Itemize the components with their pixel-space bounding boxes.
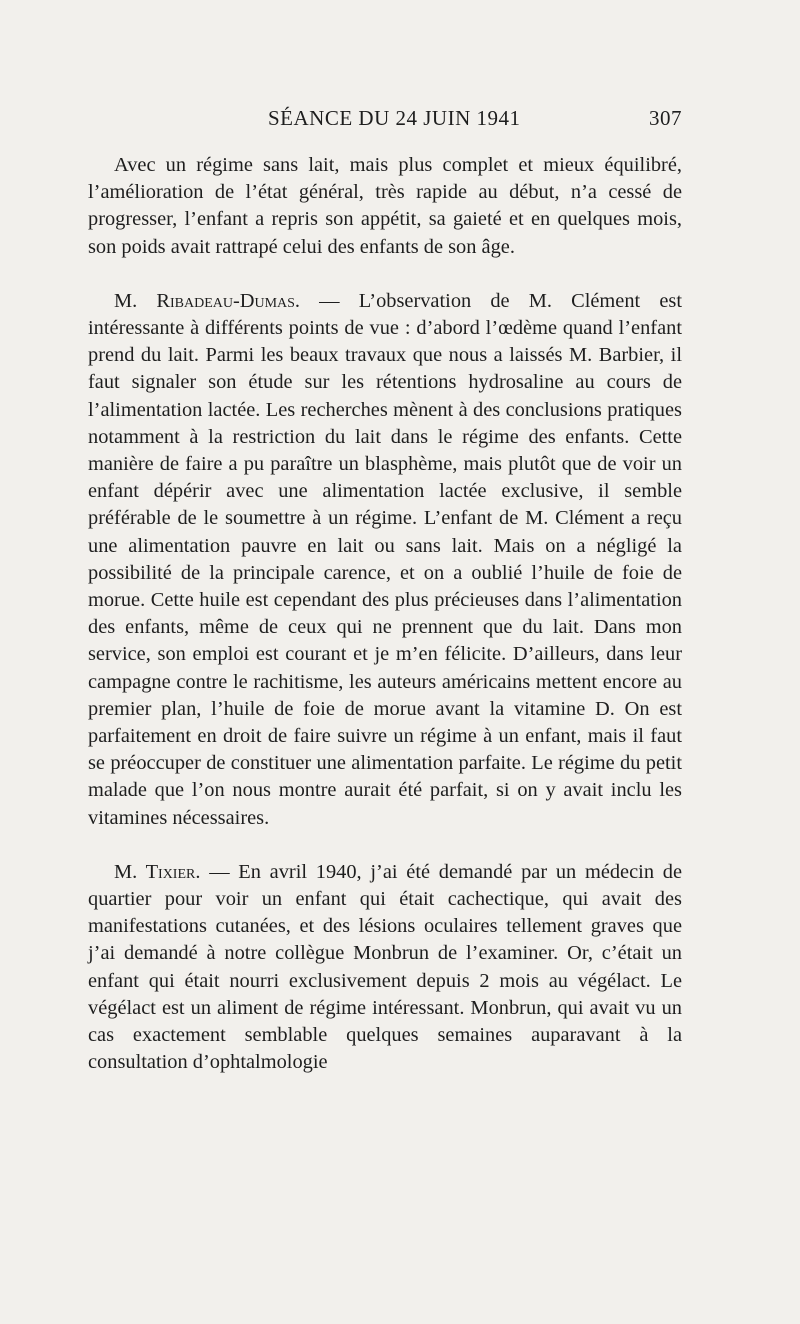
paragraph-text: Avec un régime sans lait, mais plus complet et mieux équilibré, l’amélioration de l’état général, très rapide au début, n’a cessé de progresser, l’enfant a repris son appétit, sa gaieté et en quelques mois, son poids avait rattrapé celui des enfants de son âge.: [88, 154, 682, 258]
page-number: 307: [649, 106, 682, 130]
paragraph-text: — En avril 1940, j’ai été demandé par un médecin de quartier pour voir un enfant qui était cachectique, qui avait des manifestations cutanées, et des lésions oculaires tellement graves que j’ai demandé à notre collègue Monbrun de l’examiner. Or, c’était un enfant qui était nourri exclusivement depuis 2 mois au végélact. Le végélact est un aliment de régime intéressant. Monbrun, qui avait vu un cas exactement semblable quelques semaines auparavant à la consultation d’ophtalmologie: [88, 860, 682, 1074]
running-header: [88, 106, 684, 138]
body-text: [88, 152, 682, 1077]
paragraph-tixier: [88, 859, 682, 1077]
paragraph-text: — L’observation de M. Clément est intéressante à différents points de vue : d’abord l’œdème quand l’enfant prend du lait. Parmi les beaux travaux que nous a laissés M. Barbier, il faut signaler son étude sur les rétentions hydrosaline au cours de l’alimentation lactée. Les recherches mènent à des conclusions pratiques notamment à la restriction du lait dans le régime des enfants. Cette manière de faire a pu paraître un blasphème, mais plutôt que de voir un enfant dépérir avec une alimentation lactée exclusive, il semble préférable de le soumettre à un régime. L’enfant de M. Clément a reçu une alimentation pauvre en lait ou sans lait. Mais on a négligé la possibilité de la principale carence, et on a oublié l’huile de foie de morue. Cette huile est cependant des plus précieuses dans l’alimentation des enfants, même de ceux qui ne prennent que du lait. Dans mon service, son emploi est courant et je m’en félicite. D’ailleurs, dans leur campagne contre le rachitisme, les auteurs américains mettent encore au premier plan, l’huile de foie de morue avant la vitamine D. On est parfaitement en droit de faire suivre un régime à un enfant, mais il faut se préoccuper de constituer une alimentation parfaite. Le régime du petit malade que l’on nous montre aurait été parfait, si on y avait inclu les vitamines nécessaires.: [88, 289, 682, 829]
speaker-name: M. Tixier.: [114, 860, 201, 883]
paragraph-continuation: [88, 152, 682, 261]
paragraph-ribadeau-dumas: [88, 288, 682, 832]
running-title: SÉANCE DU 24 JUIN 1941: [268, 106, 521, 130]
speaker-name: M. Ribadeau-Dumas.: [114, 289, 301, 312]
